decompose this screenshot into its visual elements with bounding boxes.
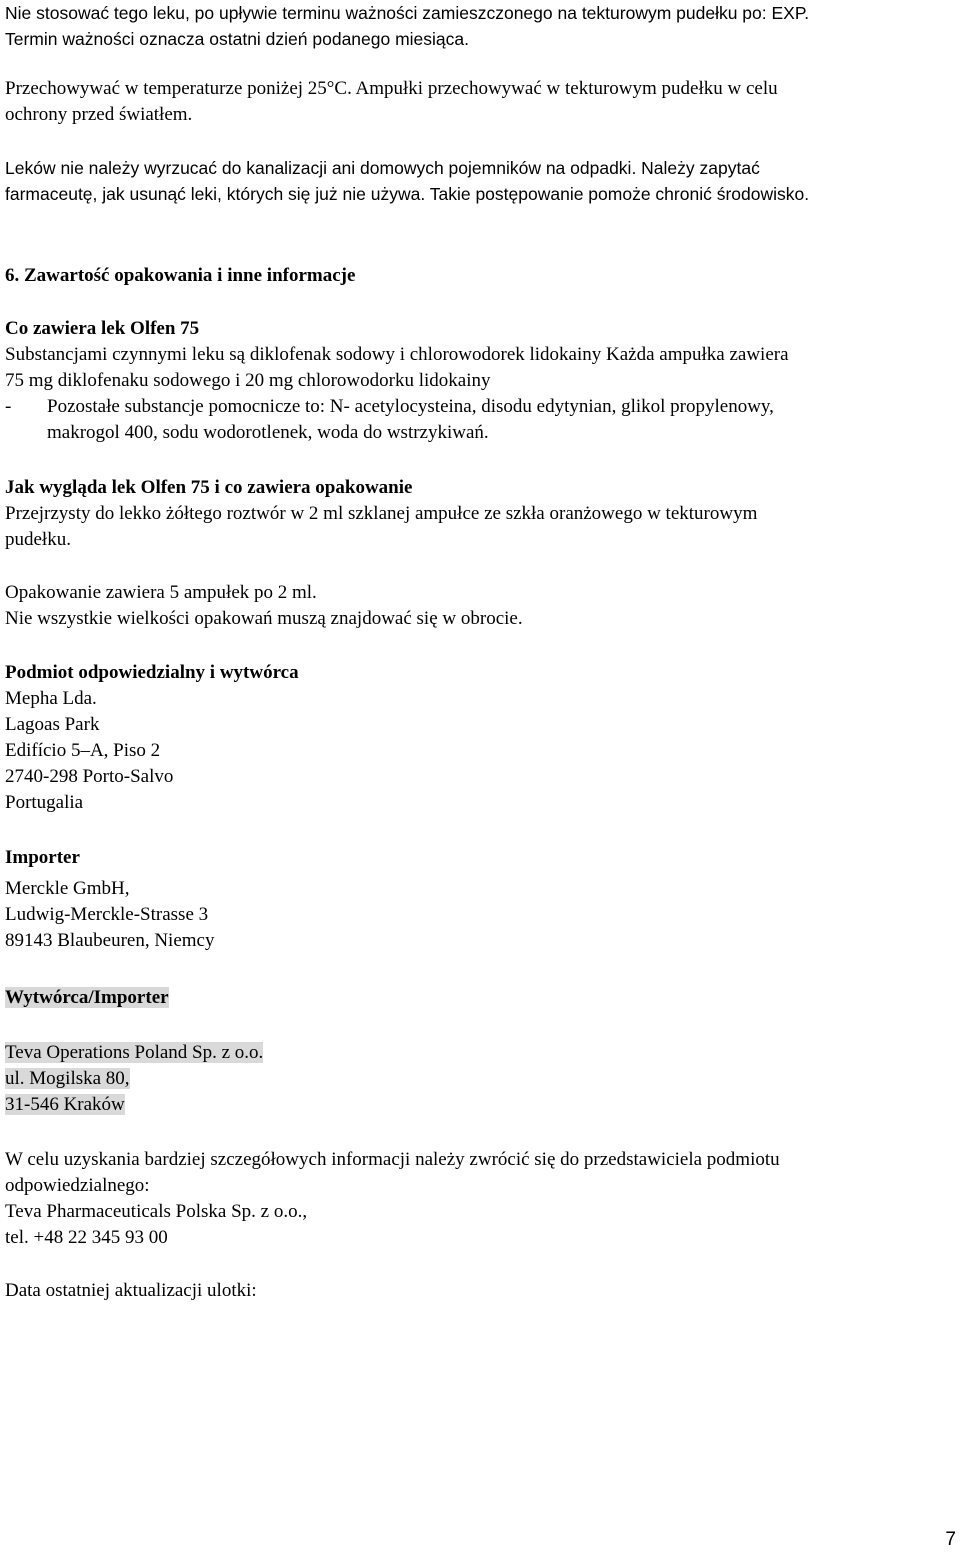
importer-section <box>5 845 80 871</box>
composition-heading: Co zawiera lek Olfen 75 <box>5 318 200 339</box>
address-line: 2740-298 Porto-Salvo <box>5 766 174 787</box>
text-line: farmaceutę, jak usunąć leki, których się już nie używa. Takie postępowanie pomoże chronić środowisko. <box>5 184 810 204</box>
text-line: pudełku. <box>5 529 71 550</box>
section-6-heading: 6. Zawartość opakowania i inne informacje <box>5 265 356 286</box>
section-heading <box>5 263 355 289</box>
text-line: Nie wszystkie wielkości opakowań muszą znajdować się w obrocie. <box>5 608 523 629</box>
text-line: 75 mg diklofenaku sodowego i 20 mg chlorowodorku lidokainy <box>5 370 491 391</box>
manufacturer-section <box>5 985 169 1011</box>
bullet-dash: - <box>5 396 12 417</box>
address-line: Merckle GmbH, <box>5 878 130 899</box>
excipients-bullet <box>5 394 789 446</box>
mah-section <box>5 660 299 816</box>
address-line: Ludwig-Merckle-Strasse 3 <box>5 904 209 925</box>
text-line: Przejrzysty do lekko żółtego roztwór w 2 ml szklanej ampułce ze szkła oranżowego w tekturowym <box>5 503 758 524</box>
appearance-section <box>5 475 757 553</box>
text-line: W celu uzyskania bardziej szczegółowych informacji należy zwrócić się do przedstawiciela podmiotu <box>5 1149 780 1170</box>
text-line: ochrony przed światłem. <box>5 104 193 125</box>
address-line: Teva Operations Poland Sp. z o.o. <box>5 1042 264 1063</box>
page-number: 7 <box>945 1529 956 1550</box>
disposal-paragraph <box>5 155 809 207</box>
address-line: Edifício 5–A, Piso 2 <box>5 740 161 761</box>
text-line: Termin ważności oznacza ostatni dzień podanego miesiąca. <box>5 29 470 49</box>
mah-heading: Podmiot odpowiedzialny i wytwórca <box>5 662 299 683</box>
last-update-label: Data ostatniej aktualizacji ulotki: <box>5 1280 257 1301</box>
expiry-paragraph <box>5 0 809 52</box>
text-line: Nie stosować tego leku, po upływie terminu ważności zamieszczonego na tekturowym pudełku po: EXP. <box>5 3 810 23</box>
importer-address <box>5 876 214 954</box>
text-line: odpowiedzialnego: <box>5 1175 150 1196</box>
manufacturer-address <box>5 1040 263 1118</box>
address-line: Mepha Lda. <box>5 688 97 709</box>
text-line: Leków nie należy wyrzucać do kanalizacji ani domowych pojemników na odpadki. Należy zapytać <box>5 158 760 178</box>
text-line: Teva Pharmaceuticals Polska Sp. z o.o., <box>5 1201 308 1222</box>
address-line: Portugalia <box>5 792 84 813</box>
importer-heading: Importer <box>5 847 80 868</box>
pack-size-paragraph <box>5 580 523 632</box>
address-line: 31-546 Kraków <box>5 1094 125 1115</box>
composition-section <box>5 316 789 446</box>
text-line: makrogol 400, sodu wodorotlenek, woda do wstrzykiwań. <box>47 422 489 443</box>
text-line: Substancjami czynnymi leku są diklofenak sodowy i chlorowodorek lidokainy Każda ampułka zawiera <box>5 344 789 365</box>
manufacturer-heading: Wytwórca/Importer <box>5 987 169 1008</box>
contact-section <box>5 1147 780 1251</box>
address-line: Lagoas Park <box>5 714 100 735</box>
text-line: Opakowanie zawiera 5 ampułek po 2 ml. <box>5 582 317 603</box>
text-line: Przechowywać w temperaturze poniżej 25°C. Ampułki przechowywać w tekturowym pudełku w celu <box>5 78 778 99</box>
text-line: Pozostałe substancje pomocnicze to: N- acetylocysteina, disodu edytynian, glikol propylenowy, <box>47 396 774 417</box>
address-line: 89143 Blaubeuren, Niemcy <box>5 930 215 951</box>
address-line: ul. Mogilska 80, <box>5 1068 130 1089</box>
storage-paragraph <box>5 76 778 128</box>
appearance-heading: Jak wygląda lek Olfen 75 i co zawiera opakowanie <box>5 477 413 498</box>
last-update <box>5 1278 257 1304</box>
text-line: tel. +48 22 345 93 00 <box>5 1227 168 1248</box>
